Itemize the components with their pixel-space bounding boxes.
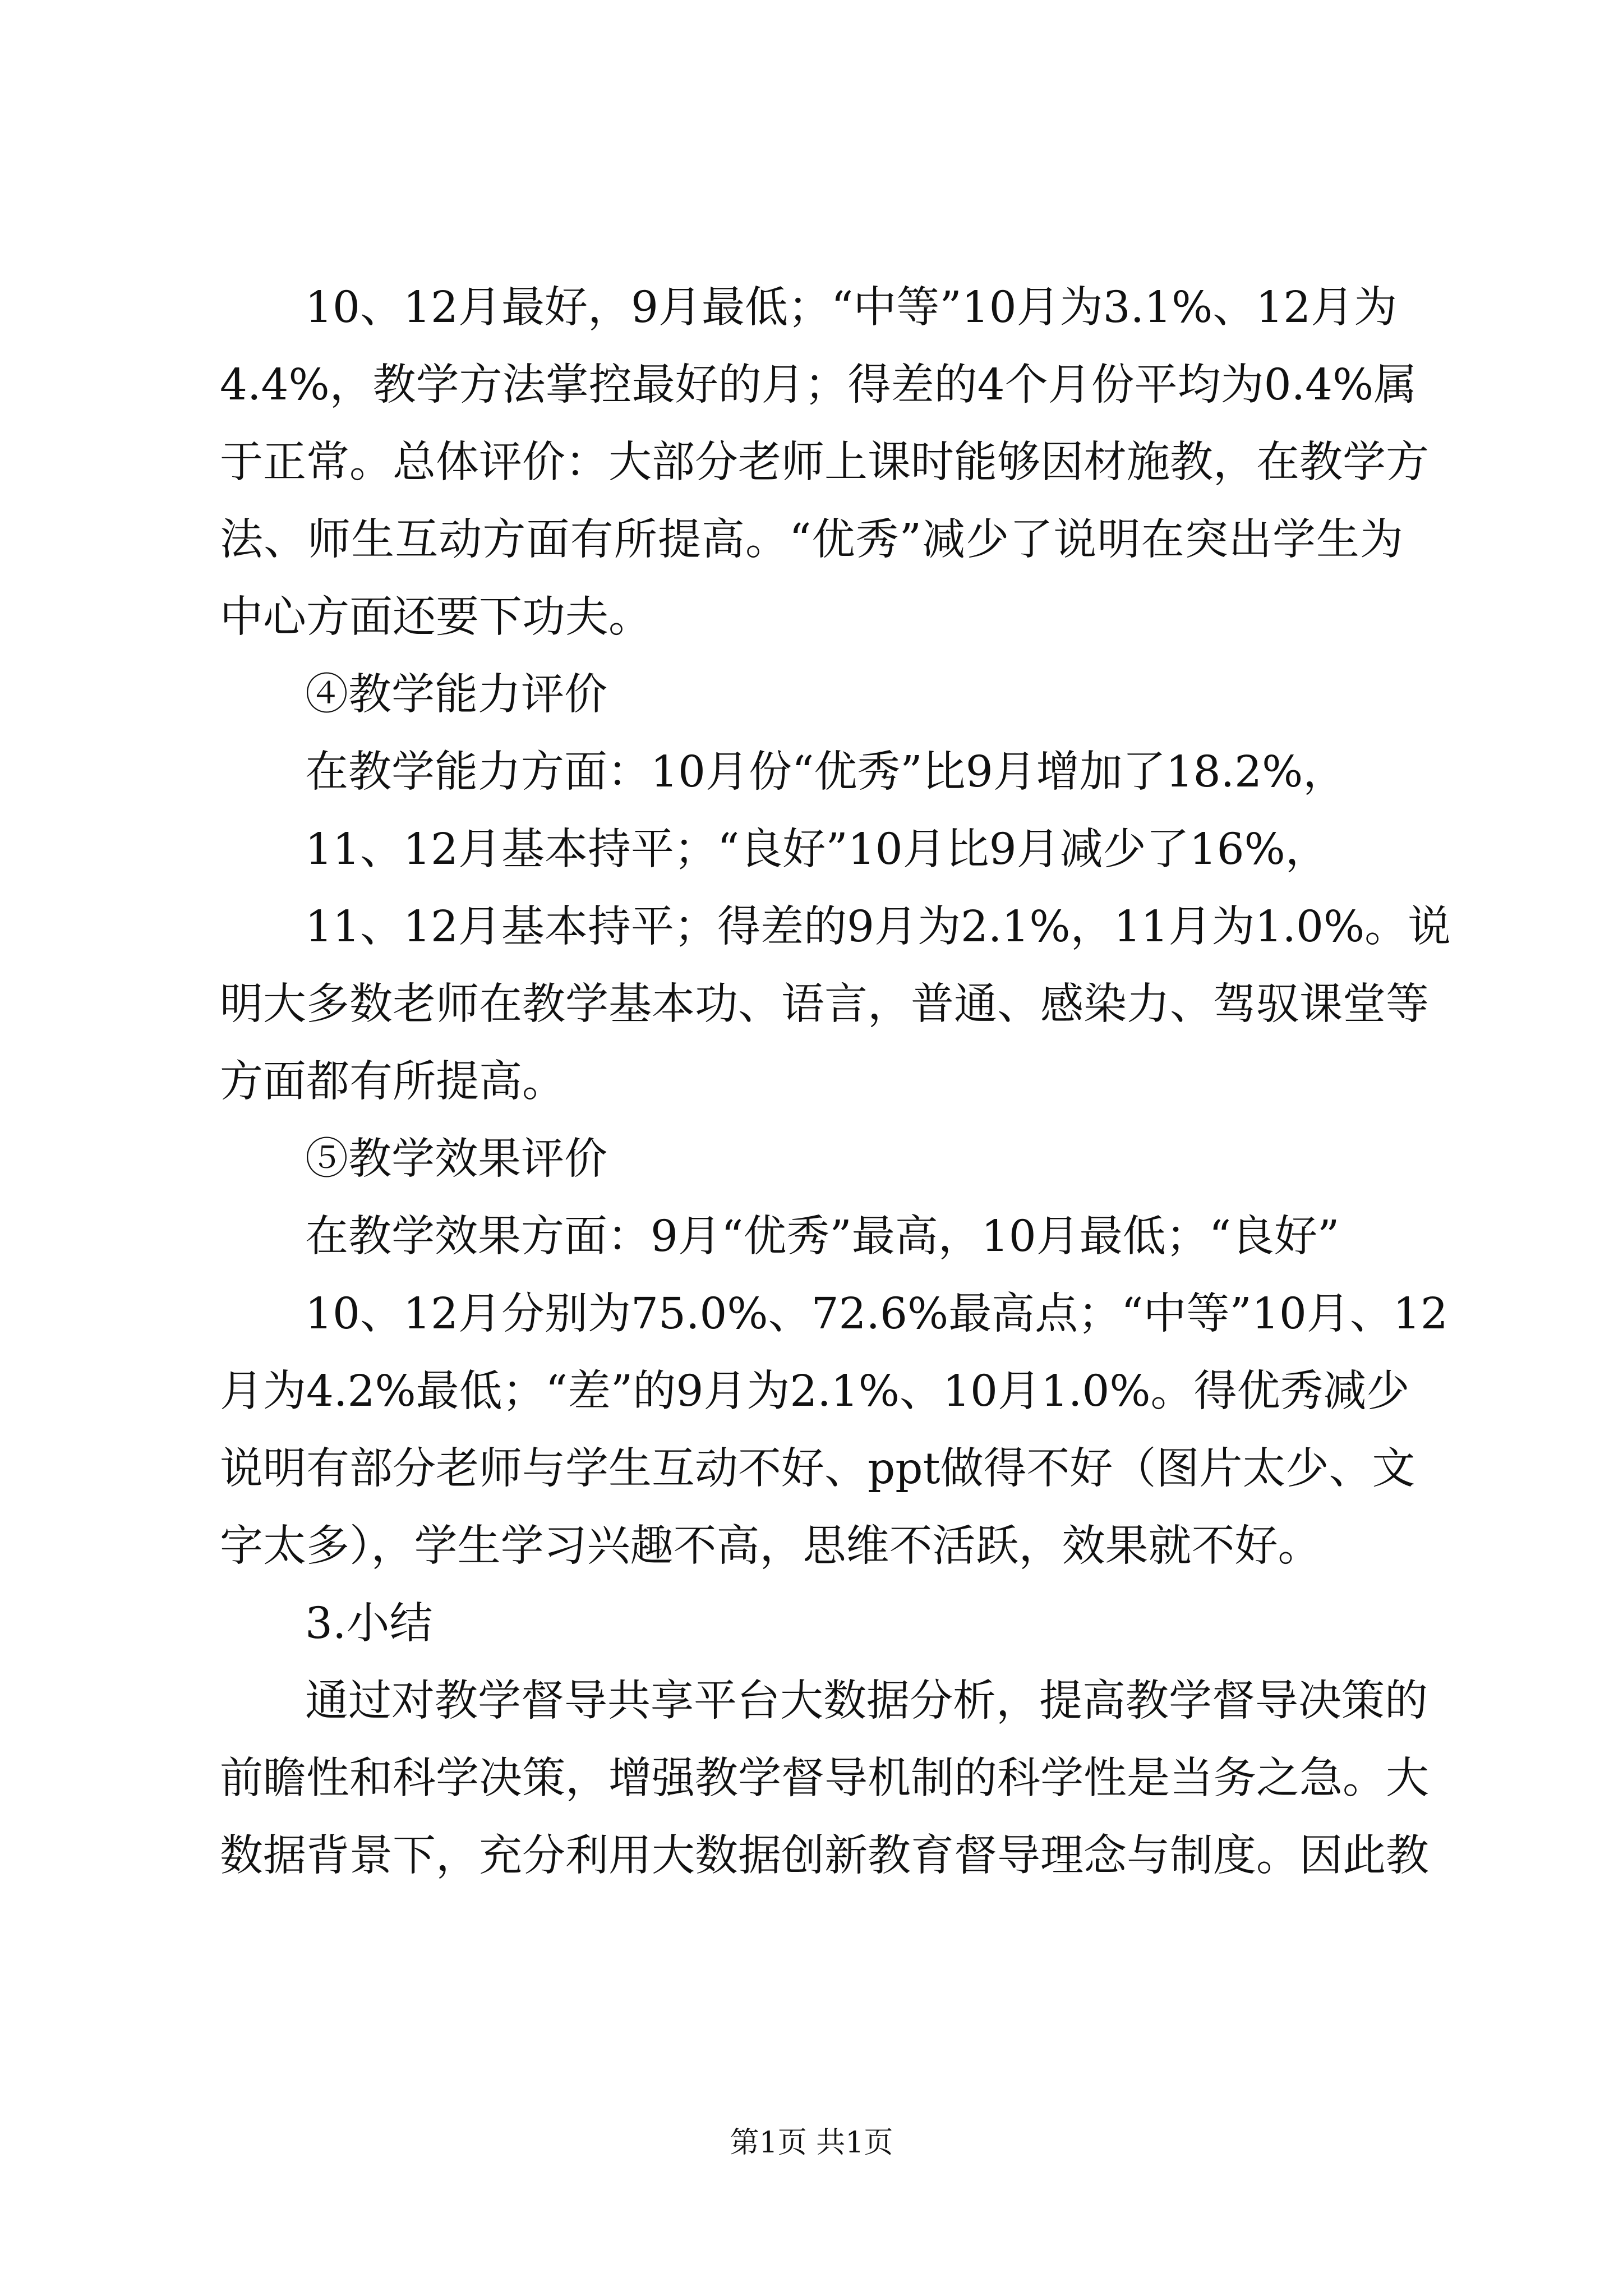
- text-line: 中心方面还要下功夫。: [220, 592, 652, 642]
- text-line: 月为4.2%最低；“差”的9月为2.1%、10月1.0%。得优秀减少: [220, 1366, 1410, 1416]
- text-line: 明大多数老师在教学基本功、语言，普通、感染力、驾驭课堂等: [220, 979, 1429, 1029]
- section-heading-summary: 3.小结: [305, 1599, 433, 1649]
- text-line: 数据背景下，充分利用大数据创新教育督导理念与制度。因此教: [220, 1831, 1429, 1881]
- text-line: 11、12月基本持平；“良好”10月比9月减少了16%，: [305, 825, 1329, 875]
- text-line: 在教学能力方面：10月份“优秀”比9月增加了18.2%，: [305, 747, 1347, 797]
- text-line: 于正常。总体评价：大部分老师上课时能够因材施教，在教学方: [220, 438, 1429, 487]
- text-line: 法、师生互动方面有所提高。“优秀”减少了说明在突出学生为: [220, 515, 1403, 565]
- text-line: 11、12月基本持平；得差的9月为2.1%，11月为1.0%。说: [305, 902, 1451, 952]
- text-line: 前瞻性和科学决策，增强教学督导机制的科学性是当务之急。大: [220, 1754, 1429, 1803]
- text-line: 4.4%，教学方法掌控最好的月；得差的4个月份平均为0.4%属: [220, 360, 1417, 410]
- text-line: 通过对教学督导共享平台大数据分析，提高教学督导决策的: [305, 1676, 1428, 1726]
- text-line: 10、12月分别为75.0%、72.6%最高点；“中等”10月、12: [305, 1289, 1448, 1339]
- text-line: 在教学效果方面：9月“优秀”最高，10月最低；“良好”: [305, 1212, 1340, 1262]
- document-body: [220, 269, 1451, 1895]
- page-footer: 第1页 共1页: [730, 2126, 893, 2160]
- text-line: 10、12月最好，9月最低；“中等”10月为3.1%、12月为: [305, 283, 1398, 333]
- text-line: 说明有部分老师与学生互动不好、ppt做得不好（图片太少、文: [220, 1444, 1415, 1494]
- text-line: 方面都有所提高。: [220, 1057, 565, 1107]
- text-line: 字太多），学生学习兴趣不高，思维不活跃，效果就不好。: [220, 1521, 1321, 1571]
- section-heading-teaching-ability: ④教学能力评价: [305, 670, 607, 720]
- section-heading-teaching-effect: ⑤教学效果评价: [305, 1134, 607, 1184]
